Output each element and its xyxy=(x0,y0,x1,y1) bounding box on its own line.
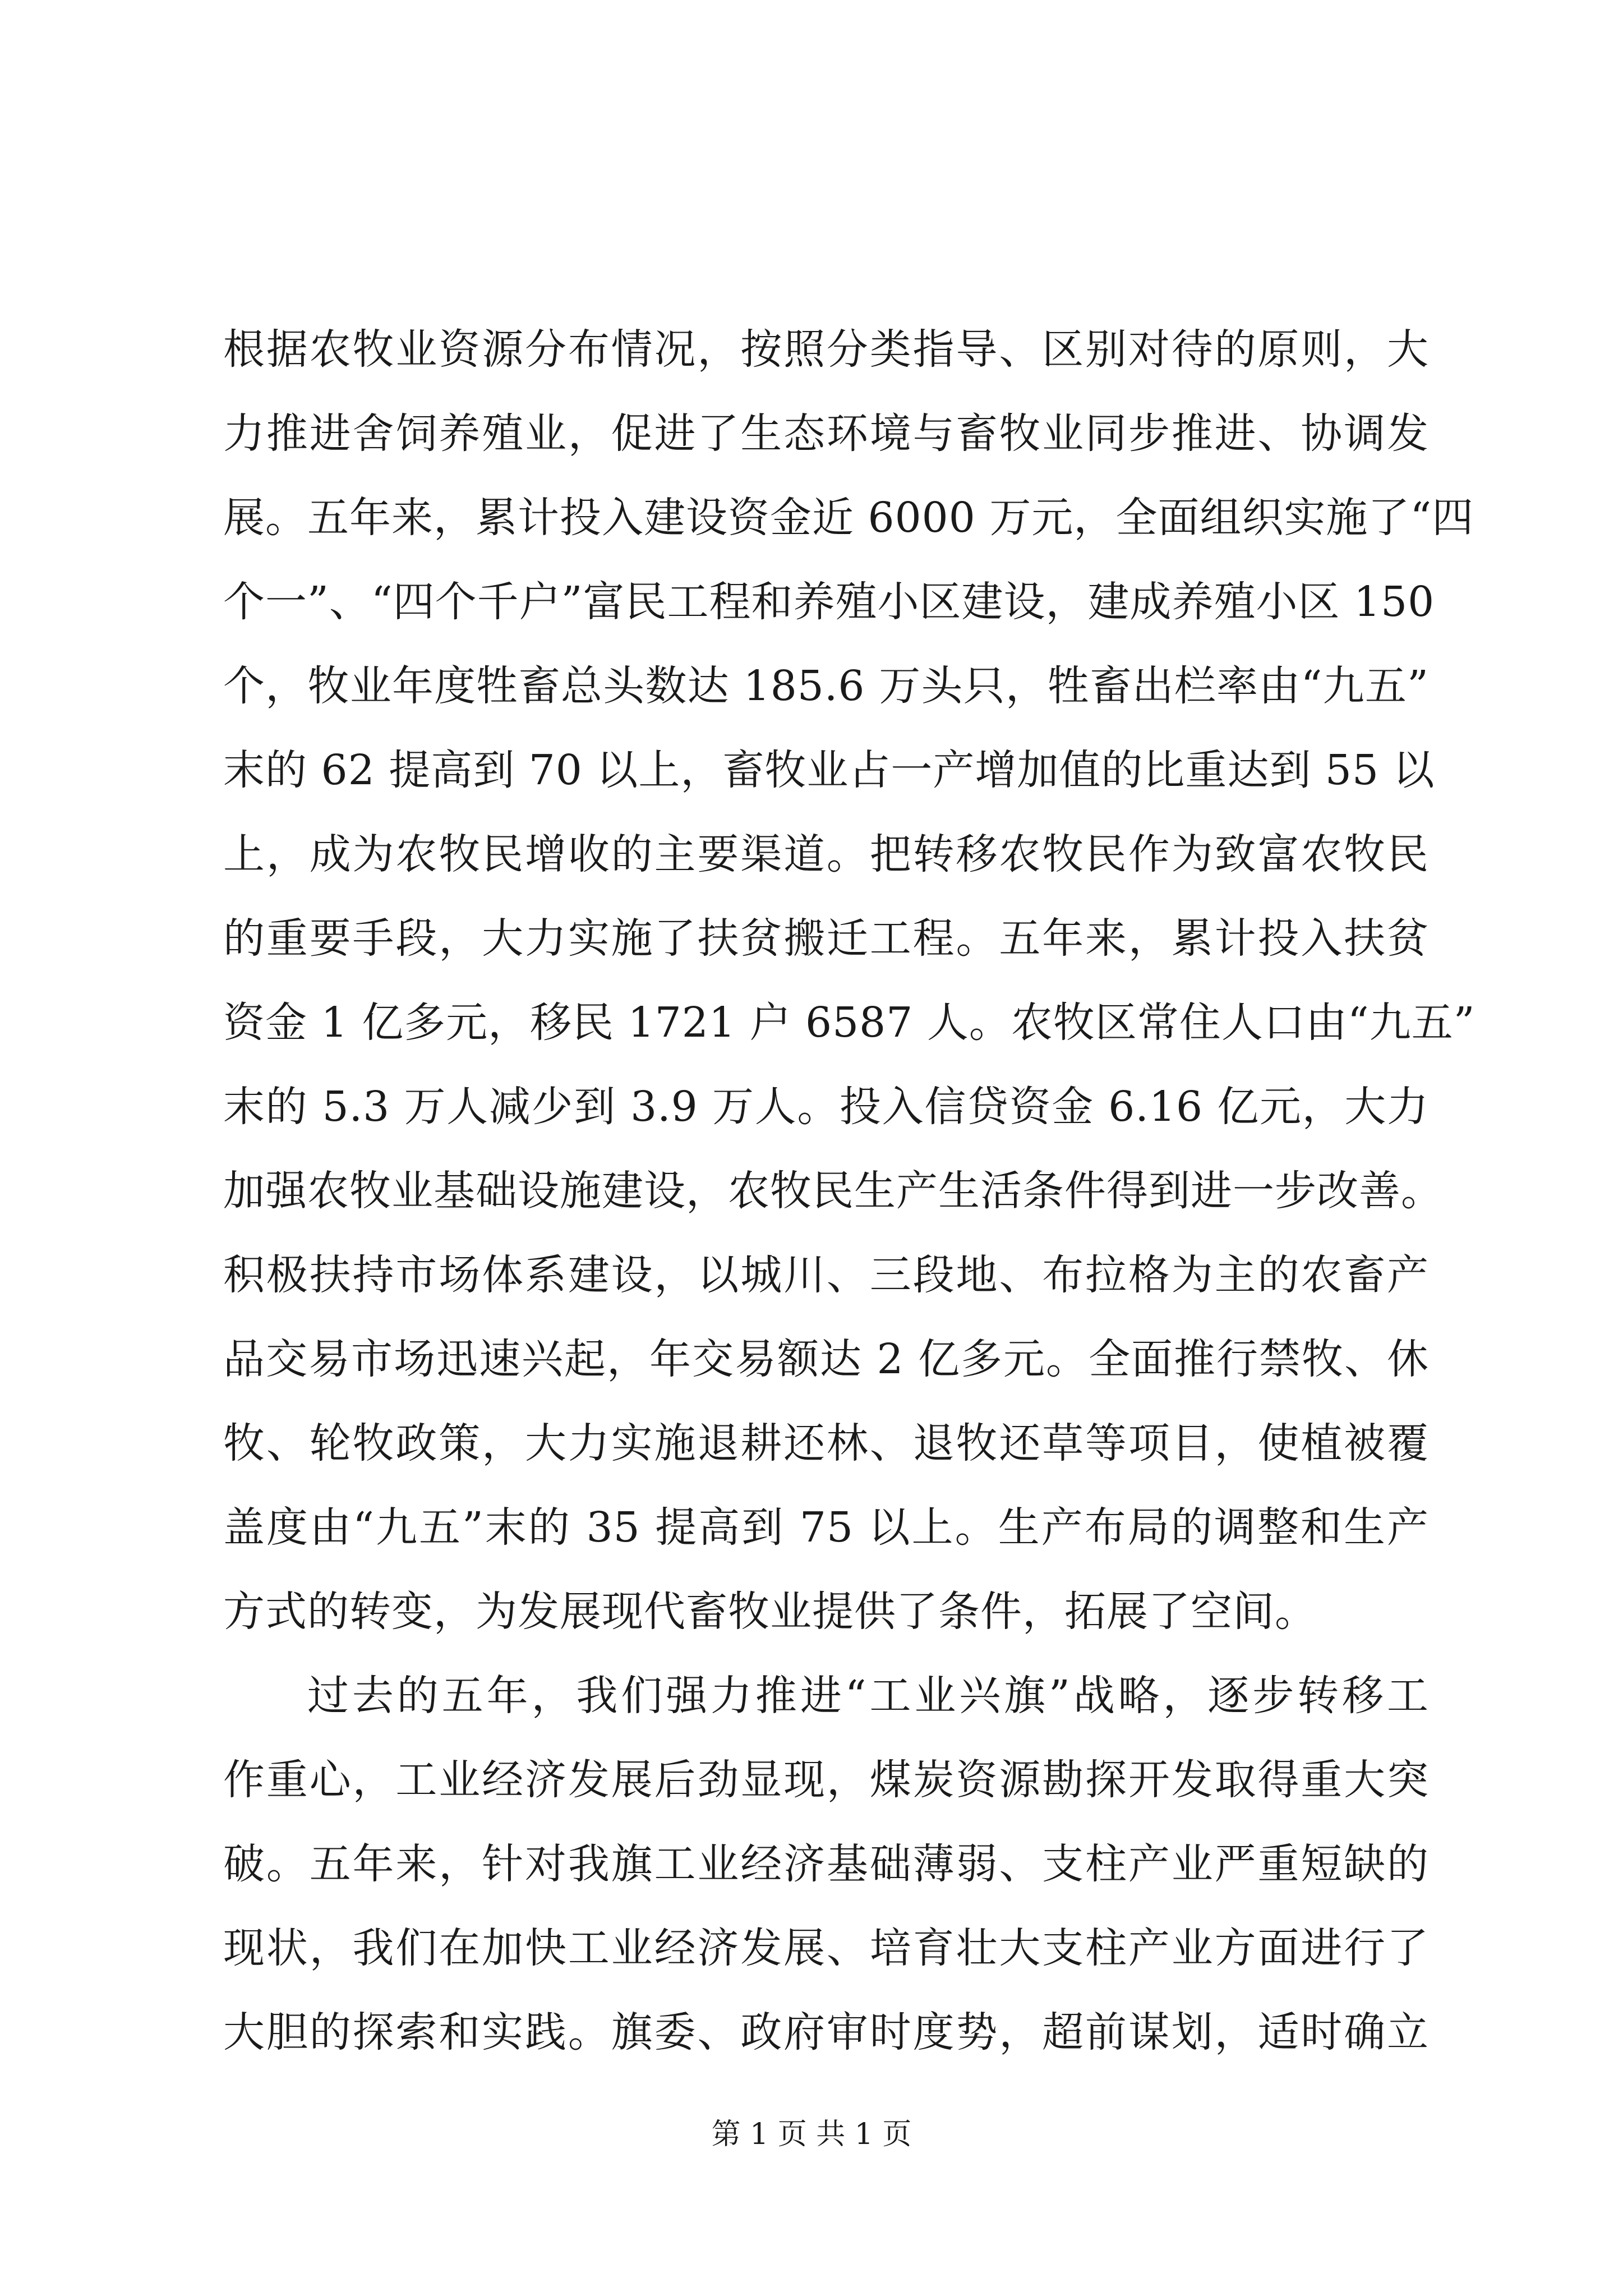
text-line: 破。五年来，针对我旗工业经济基础薄弱、支柱产业严重短缺的 xyxy=(223,1840,1429,1888)
page-number-label: 第 1 页 共 1 页 xyxy=(711,2118,912,2151)
text-line: 作重心，工业经济发展后劲显现，煤炭资源勘探开发取得重大突 xyxy=(223,1756,1429,1804)
text-line: 个，牧业年度牲畜总头数达 185.6 万头只，牲畜出栏率由“九五” xyxy=(223,662,1429,710)
text-line: 个一”、“四个千户”富民工程和养殖小区建设，建成养殖小区 150 xyxy=(223,578,1435,626)
text-line: 展。五年来，累计投入建设资金近 6000 万元，全面组织实施了“四 xyxy=(223,494,1474,542)
body-text xyxy=(223,307,1476,2074)
text-line: 资金 1 亿多元，移民 1721 户 6587 人。农牧区常住人口由“九五” xyxy=(223,999,1476,1047)
text-line: 力推进舍饲养殖业，促进了生态环境与畜牧业同步推进、协调发 xyxy=(223,409,1429,458)
text-line: 方式的转变，为发展现代畜牧业提供了条件，拓展了空间。 xyxy=(223,1588,1317,1636)
text-line: 的重要手段，大力实施了扶贫搬迁工程。五年来，累计投入扶贫 xyxy=(223,914,1429,963)
text-line: 末的 62 提高到 70 以上，畜牧业占一产增加值的比重达到 55 以 xyxy=(223,746,1435,794)
text-line: 品交易市场迅速兴起，年交易额达 2 亿多元。全面推行禁牧、休 xyxy=(223,1335,1429,1383)
text-line: 盖度由“九五”末的 35 提高到 75 以上。生产布局的调整和生产 xyxy=(223,1503,1429,1552)
text-line: 末的 5.3 万人减少到 3.9 万人。投入信贷资金 6.16 亿元，大力 xyxy=(223,1083,1429,1131)
text-line: 现状，我们在加快工业经济发展、培育壮大支柱产业方面进行了 xyxy=(223,1924,1429,1972)
text-line: 上，成为农牧民增收的主要渠道。把转移农牧民作为致富农牧民 xyxy=(223,830,1429,878)
page-footer xyxy=(0,2115,1623,2154)
text-line: 大胆的探索和实践。旗委、政府审时度势，超前谋划，适时确立 xyxy=(223,2008,1429,2056)
text-line: 积极扶持市场体系建设，以城川、三段地、布拉格为主的农畜产 xyxy=(223,1251,1429,1299)
text-line: 根据农牧业资源分布情况，按照分类指导、区别对待的原则，大 xyxy=(223,325,1429,374)
text-line: 过去的五年，我们强力推进“工业兴旗”战略，逐步转移工 xyxy=(307,1672,1429,1720)
text-line: 牧、轮牧政策，大力实施退耕还林、退牧还草等项目，使植被覆 xyxy=(223,1419,1429,1467)
text-line: 加强农牧业基础设施建设，农牧民生产生活条件得到进一步改善。 xyxy=(223,1167,1443,1215)
